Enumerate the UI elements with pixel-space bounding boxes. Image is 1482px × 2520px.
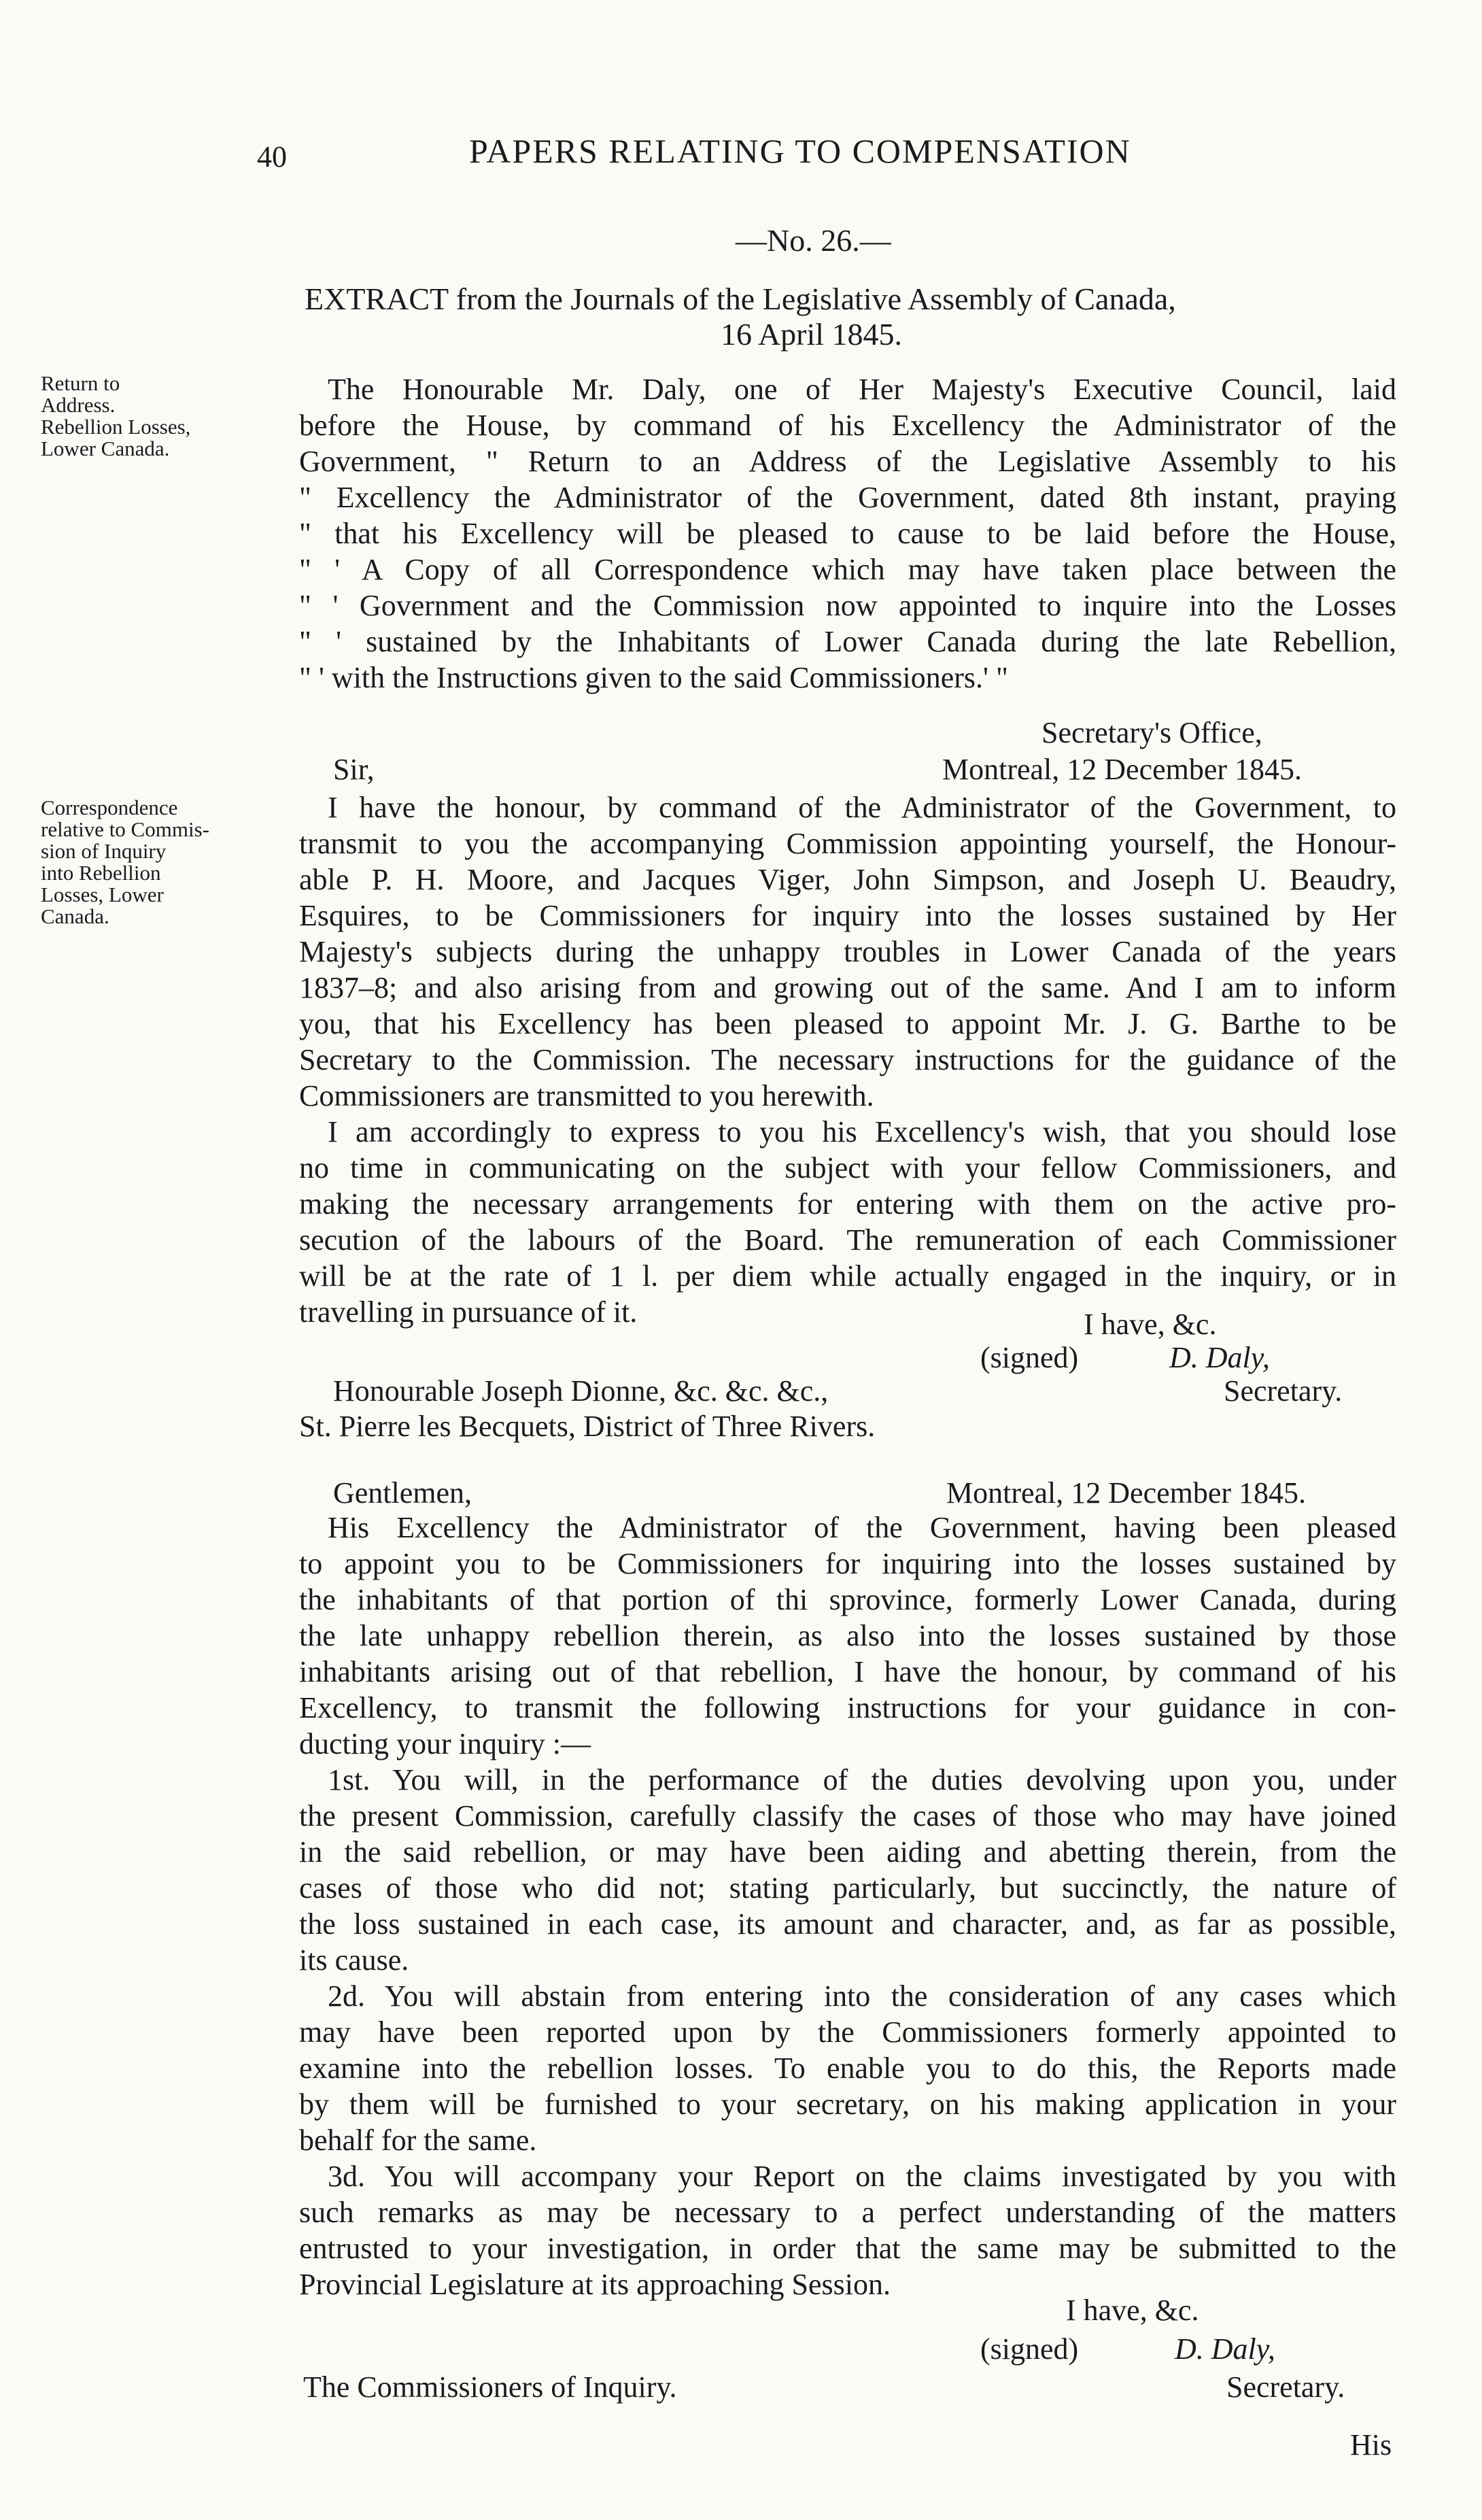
letter1-office: Secretary's Office, bbox=[1041, 716, 1262, 749]
letter2-salutation: Gentlemen, bbox=[333, 1476, 472, 1510]
letter1-addressee-line2: St. Pierre les Becquets, District of Three Rivers. bbox=[299, 1410, 876, 1443]
letter1-secretary-title: Secretary. bbox=[1224, 1374, 1343, 1408]
letter1-salutation: Sir, bbox=[333, 753, 375, 786]
letter2-addressee: The Commissioners of Inquiry. bbox=[303, 2370, 677, 2404]
catchword: His bbox=[1350, 2428, 1392, 2462]
page-number: 40 bbox=[257, 140, 287, 173]
document-number: —No. 26.— bbox=[736, 223, 891, 258]
letter2-secretary-title: Secretary. bbox=[1226, 2370, 1345, 2404]
letter2-dateline: Montreal, 12 December 1845. bbox=[946, 1476, 1307, 1510]
letter1-addressee-line1: Honourable Joseph Dionne, &c. &c. &c., bbox=[333, 1374, 829, 1408]
letter1-dateline: Montreal, 12 December 1845. bbox=[942, 753, 1303, 786]
letter1-closing: I have, &c. bbox=[1084, 1308, 1217, 1341]
running-title: PAPERS RELATING TO COMPENSATION bbox=[469, 132, 1131, 170]
letter2-closing: I have, &c. bbox=[1066, 2294, 1199, 2327]
document-page: 40 PAPERS RELATING TO COMPENSATION —No. 26.— EXTRACT from the Journals of the Legislative Assembly of Canada, 16 April 1845. Return to Address. Rebellion Losses, Lower Canada. Correspondence relative to Commis- sion of Inquiry into Rebellion Losses, Lower Canada. The Honourable Mr. Daly, one of Her Majesty's Executive Council, laid before the House, by command of his Excellency the Administrator of the Government, " Return to an Address of the Legislative Assembly to his " Excellency the Administrator of the Government, dated 8th instant, praying " that his Excellency will be pleased to cause to be laid before the House, " ' A Copy of all Correspondence which may have taken place between the " ' Government and the Commission now appointed to inquire into the Losses " ' sustained by the Inhabitants of Lower Canada during the late Rebellion, " ' with the Instructions given to the said Commissioners.' " Secretary's Office, Sir, Montreal, 12 December 1845. I have the honour, by command of the Administrator of the Government, to transmit to you the accompanying Commission appointing yourself, the Honour- able P. H. Moore, and Jacques Viger, John Simpson, and Joseph U. Beaudry, Esquires, to be Commissioners for inquiry into the losses sustained by Her Majesty's subjects during the unhappy troubles in Lower Canada of the years 1837–8; and also arising from and growing out of the same. And I am to inform you, that his Excellency has been pleased to appoint Mr. J. G. Barthe to be Secretary to the Commission. The necessary instructions for the guidance of the Commissioners are transmitted to you herewith. I am accordingly to express to you his Excellency's wish, that you should lose no time in communicating on the subject with your fellow Commissioners, and making the necessary arrangements for entering with them on the active pro- secution of the labours of the Board. The remuneration of each Commissioner will be at the rate of 1 l. per diem while actually engaged in the inquiry, or in travelling in pursuance of it. I have, &c. (signed) D. Daly, Secretary. Honourable Joseph Dionne, &c. &c. &c., St. Pierre les Becquets, District of Three Rivers. Gentlemen, Montreal, 12 December 1845. His Excellency the Administrator of the Government, having been pleased to appoint you to be Commissioners for inquiring into the losses sustained by the inhabitants of that portion of thi sprovince, formerly Lower Canada, during the late unhappy rebellion therein, as also into the losses sustained by those inhabitants arising out of that rebellion, I have the honour, by command of his Excellency, to transmit the following instructions for your guidance in con- ducting your inquiry :— 1st. You will, in the performance of the duties devolving upon you, under the present Commission, carefully classify the cases of those who may have joined in the said rebellion, or may have been aiding and abetting therein, from the cases of those who did not; stating particularly, but succinctly, the nature of the loss sustained in each case, its amount and character, and, as far as possible, its cause. 2d. You will abstain from entering into the consideration of any cases which may have been reported upon by the Commissioners formerly appointed to examine into the rebellion losses. To enable you to do this, the Reports made by them will be furnished to your secretary, on his making application in your behalf for the same. 3d. You will accompany your Report on the claims investigated by you with such remarks as may be necessary to a perfect understanding of the matters entrusted to your investigation, in order that the same may be submitted to the Provincial Legislature at its approaching Session. I have, &c. (signed) D. Daly, The Commissioners of Inquiry. Secretary. His bbox=[0, 0, 1482, 2520]
letter2-signature: D. Daly, bbox=[1175, 2332, 1275, 2366]
margin-note-correspondence: Correspondence relative to Commis- sion of Inquiry into Rebellion Losses, Lower Canada. bbox=[41, 796, 209, 928]
letter2-signed: (signed) bbox=[980, 2332, 1079, 2366]
letter1-signed: (signed) bbox=[980, 1341, 1079, 1374]
letter1-signature: D. Daly, bbox=[1169, 1341, 1270, 1374]
margin-note-return-to-address: Return to Address. Rebellion Losses, Lower Canada. bbox=[41, 371, 191, 460]
extract-title-line1: EXTRACT from the Journals of the Legislative Assembly of Canada, bbox=[305, 282, 1176, 316]
extract-title-line2: 16 April 1845. bbox=[721, 317, 903, 352]
